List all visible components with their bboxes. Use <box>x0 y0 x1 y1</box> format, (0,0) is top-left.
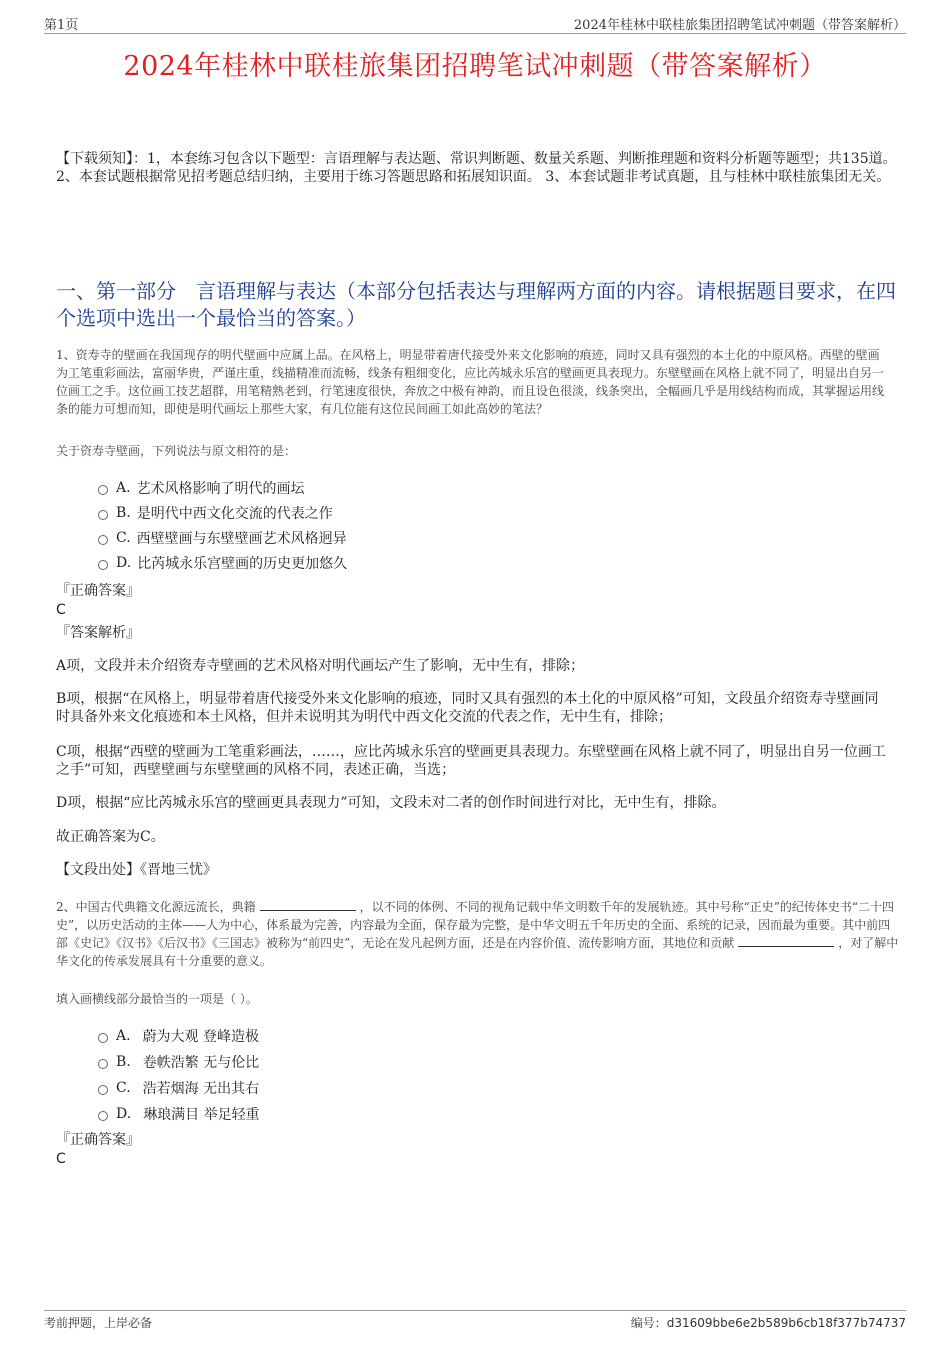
option-text: 蔚为大观 登峰造极 <box>142 1029 260 1045</box>
option-letter: A. <box>116 480 131 496</box>
option-text: 浩若烟海 无出其右 <box>142 1081 260 1097</box>
radio-icon <box>98 1111 108 1121</box>
analysis-paragraph-c: C项，根据“西壁的壁画为工笔重彩画法，……，应比芮城永乐宫的壁画更具表现力。东壁壁画在风格上就不同了，明显出自另一位画工之手”可知，西壁壁画与东壁壁画的风格不同，表述正确，当选； <box>56 744 886 778</box>
question-2-passage <box>56 898 900 970</box>
question-1-option-a[interactable] <box>98 478 305 498</box>
question-1-prompt: 关于资寿寺壁画，下列说法与原文相符的是： <box>56 444 297 458</box>
question-1-option-d[interactable] <box>98 553 347 573</box>
radio-icon <box>98 560 108 570</box>
option-letter: D. <box>116 555 132 571</box>
radio-icon <box>98 1085 108 1095</box>
question-2-answer-label: 『正确答案』 <box>56 1132 140 1148</box>
option-letter: D. <box>116 1106 132 1122</box>
download-notice: 【下载须知】：1，本套练习包含以下题型：言语理解与表达题、常识判断题、数量关系题、判断推理题和资料分析题等题型；共135道。 2、本套试题根据常见招考题总结归纳，主要用于练习答题思路和拓展知识面。 3、本套试题非考试真题，且与桂林中联桂旅集团无关。 <box>56 151 897 185</box>
option-text: 西壁壁画与东壁壁画艺术风格迥异 <box>136 531 347 547</box>
option-letter: C. <box>116 530 131 546</box>
option-text: 艺术风格影响了明代的画坛 <box>136 481 305 497</box>
question-1-answer: C <box>56 602 66 618</box>
footer-code-value: d31609bbe6e2b589b6cb18f377b74737 <box>666 1316 906 1330</box>
footer-code <box>631 1314 906 1331</box>
page-number: 第1页 <box>44 18 79 33</box>
blank-line <box>260 898 356 911</box>
question-2-answer: C <box>56 1151 66 1167</box>
footer-divider <box>44 1310 906 1311</box>
analysis-paragraph-d: D项，根据“应比芮城永乐宫的壁画更具表现力”可知，文段未对二者的创作时间进行对比，无中生有，排除。 <box>56 795 726 811</box>
option-letter: B. <box>116 505 131 521</box>
question-1-source: 【文段出处】《晋地三忧》 <box>56 862 217 878</box>
radio-icon <box>98 535 108 545</box>
question-2-option-a[interactable] <box>98 1026 259 1046</box>
question-2-prompt: 填入画横线部分最恰当的一项是（ ）。 <box>56 992 258 1006</box>
running-title: 2024年桂林中联桂旅集团招聘笔试冲刺题（带答案解析） <box>573 18 906 33</box>
question-1-analysis-label: 『答案解析』 <box>56 625 140 641</box>
header-divider <box>44 33 906 34</box>
question-1-option-c[interactable] <box>98 528 347 548</box>
radio-icon <box>98 1059 108 1069</box>
question-2-option-b[interactable] <box>98 1052 259 1072</box>
option-letter: A. <box>116 1028 131 1044</box>
question-1-option-b[interactable] <box>98 503 333 523</box>
option-text: 琳琅满目 举足轻重 <box>143 1107 260 1123</box>
option-text: 卷帙浩繁 无与伦比 <box>142 1055 260 1071</box>
radio-icon <box>98 485 108 495</box>
radio-icon <box>98 510 108 520</box>
analysis-conclusion: 故正确答案为C。 <box>56 829 165 845</box>
footer-slogan: 考前押题，上岸必备 <box>44 1316 153 1330</box>
passage-part: 2、中国古代典籍文化源远流长，典籍 <box>56 900 256 914</box>
section-heading: 一、第一部分 言语理解与表达（本部分包括表达与理解两方面的内容。请根据题目要求，在四个选项中选出一个最恰当的答案。） <box>56 279 896 330</box>
footer-code-label: 编号： <box>630 1316 667 1330</box>
blank-line <box>738 934 834 947</box>
option-letter: B. <box>116 1054 131 1070</box>
question-2-option-d[interactable] <box>98 1104 260 1124</box>
document-title: 2024年桂林中联桂旅集团招聘笔试冲刺题（带答案解析） <box>123 51 827 82</box>
option-letter: C. <box>116 1080 131 1096</box>
option-text: 是明代中西文化交流的代表之作 <box>136 506 333 522</box>
option-text: 比芮城永乐宫壁画的历史更加悠久 <box>137 556 348 572</box>
analysis-paragraph-a: A项，文段并未介绍资寿寺壁画的艺术风格对明代画坛产生了影响，无中生有，排除； <box>56 658 585 674</box>
analysis-paragraph-b: B项，根据“在风格上，明显带着唐代接受外来文化影响的痕迹，同时又具有强烈的本土化的中原风格”可知，文段虽介绍资寿寺壁画同时具备外来文化痕迹和本土风格，但并未说明其为明代中西文化交流的代表之作，无中生有，排除； <box>56 691 879 725</box>
radio-icon <box>98 1033 108 1043</box>
passage-part: ，对了解中华文化的传承发展具有十分重要的意义。 <box>56 936 899 968</box>
question-1-passage: 1、资寿寺的壁画在我国现存的明代壁画中应属上品。在风格上，明显带着唐代接受外来文化影响的痕迹，同时又具有强烈的本土化的中原风格。西壁的壁画为工笔重彩画法，富丽华贵，严谨庄重，线描精准而流畅，线条有粗细变化，应比芮城永乐宫的壁画更具表现力。东壁壁画在风格上就不同了，明显出自另一位画工之手。这位画工技艺超群，用笔精熟老到，行笔速度很快，奔放之中极有神韵，而且设色很淡，线条突出，全幅画几乎是用线结构而成，其掌握运用线条的能力可想而知，即使是明代画坛上那些大家，有几位能有这位民间画工如此高妙的笔法？ <box>56 348 885 416</box>
question-2-option-c[interactable] <box>98 1078 259 1098</box>
question-1-answer-label: 『正确答案』 <box>56 583 140 599</box>
passage-part: ，以不同的体例、不同的视角记载中华文明数千年的发展轨迹。其中号称“正史”的纪传体史书“二十四史”，以历史活动的主体——人为中心，体系最为完善，内容最为全面，保存最为完整，是中华文明五千年历史的全面、系统的记录，因而最为重要。其中前四部《史记》《汉书》《后汉书》《三国志》被称为“前四史”，无论在发凡起例方面，还是在内容价值、流传影响方面，其地位和贡献 <box>56 900 895 950</box>
